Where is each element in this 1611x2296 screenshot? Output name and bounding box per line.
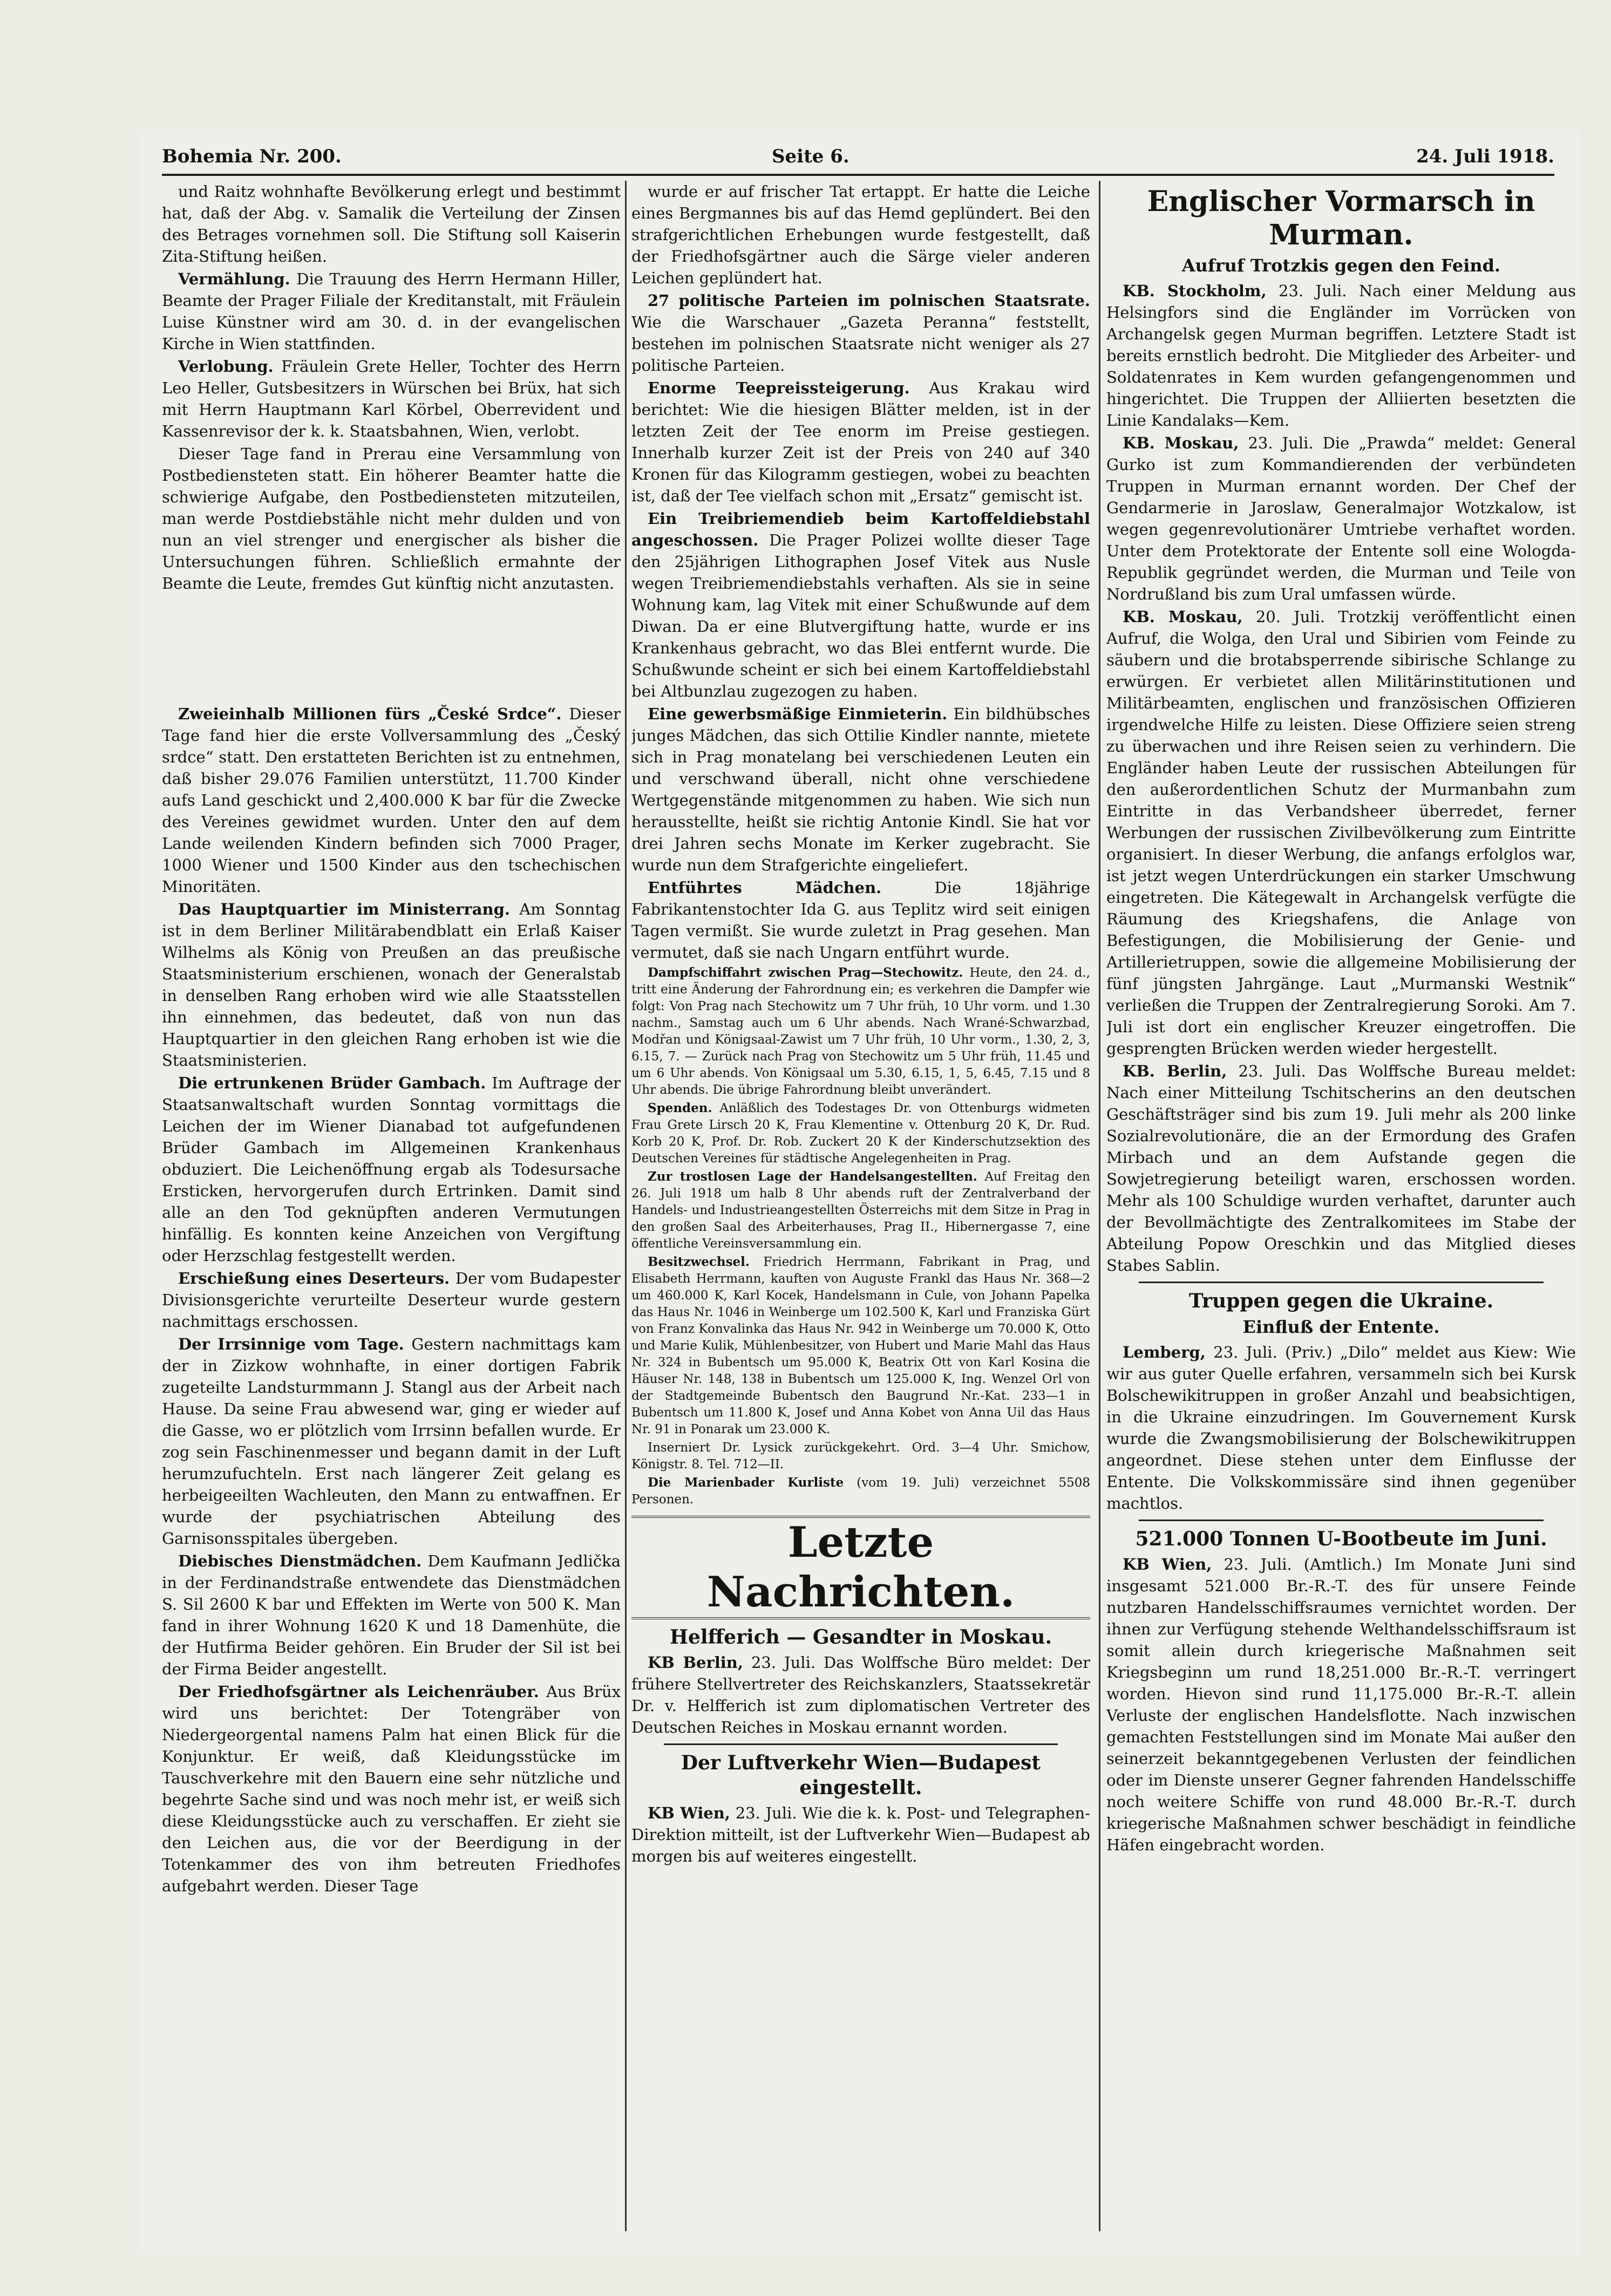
article: Vermählung. Die Trauung des Herrn Hermann Hiller, Beamte der Prager Filiale der Kreditanstalt, mit Fräulein Luise Künstner wird am 30. d. in der evangelischen Kirche in Wien stattfinden. — [162, 270, 621, 353]
article: und Raitz wohnhafte Bevölkerung erlegt und bestimmt hat, daß der Abg. v. Samalik die Verteilung der Zinsen des Betrages vornehmen soll. Die Stiftung soll Kaiserin Zita-Stiftung heißen. — [162, 182, 621, 265]
article: KB. Berlin, 23. Juli. Das Wolffsche Bureau meldet: Nach einer Mitteilung Tschitscherins an den deutschen Geschäftsträger sind bis zum 19. Juli mehr als 200 linke Sozialrevolutionäre, die an der Ermordung des Grafen Mirbach und an dem Aufstande gegen die Sowjetregierung beteiligt waren, erschossen worden. Mehr als 100 Schuldige wurden verhaftet, darunter auch der Bevollmächtigte des Zentralkomitees im Stabe der Abteilung Popow Oreschkin und das Mitglied dieses Stabes Sablin. — [1106, 1062, 1576, 1275]
separator — [1139, 1520, 1544, 1521]
article: KB. Stockholm, 23. Juli. Nach einer Meldung aus Helsingfors sind die Engländer im Vorrücken von Archangelsk gegen Murman begriffen. Letztere Stadt ist bereits ernstlich bedroht. Die Mitglieder des Arbeiter- und Soldatenrates in Kem wurden gefangengenommen und hingerichtet. Die Truppen der Alliierten besetzten die Linie Kandalaks—Kem. — [1106, 282, 1576, 430]
article: Das Hauptquartier im Ministerrang. Am Sonntag ist in dem Berliner Militärabendblatt ein Erlaß Kaiser Wilhelms als König von Preußen an das preußische Staatsministerium erschienen, wonach der Generalstab in denselben Rang erhoben wird wie alle Staatsstellen ihn einnehmen, das bedeutet, daß von nun das Hauptquartier in den gleichen Rang erhoben ist wie die Staatsministerien. — [162, 900, 621, 1069]
small-notices — [631, 964, 1090, 1508]
separator — [1139, 1282, 1544, 1283]
column-3 — [1106, 181, 1576, 2239]
header-page-number: Seite 6. — [772, 146, 849, 167]
article: Ein Treibriemendieb beim Kartoffeldiebstahl angeschossen. Die Prager Polizei wollte dieser Tage den 25jährigen Lithographen Josef Vitek aus Nusle wegen Treibriemendiebstahls verhaften. Als sie in seine Wohnung kam, lag Vitek mit einer Schußwunde auf dem Diwan. Da er eine Blutvergiftung hatte, wurde er ins Krankenhaus gebracht, wo das Blei entfernt wurde. Die Schußwunde scheint er sich bei einem Kartoffeldiebstahl bei Altbunzlau zugezogen zu haben. — [631, 509, 1090, 700]
article: wurde er auf frischer Tat ertappt. Er hatte die Leiche eines Bergmannes bis auf das Hemd geplündert. Bei den strafgerichtlichen Erhebungen wurde festgestellt, daß der Friedhofsgärtner auch die Särge vieler anderen Leichen geplündert hat. — [631, 182, 1090, 287]
notice: Inserniert Dr. Lysick zurückgekehrt. Ord. 3—4 Uhr. Smichow, Königstr. 8. Tel. 712—II. — [631, 1441, 1090, 1471]
article: Der Friedhofsgärtner als Leichenräuber. Aus Brüx wird uns berichtet: Der Totengräber von Niedergeorgental namens Palm hat einen Blick für die Konjunktur. Er weiß, daß Kleidungsstücke im Tauschverkehre mit den Bauern eine sehr nützliche und begehrte Sache sind und was noch mehr ist, er weiß sich diese Kleidungsstücke auch zu verschaffen. Er zieht sie den Leichen aus, die vor der Beerdigung in der Totenkammer des von ihm betreuten Friedhofes aufgebahrt werden. Dieser Tage — [162, 1682, 621, 1895]
column-1 — [162, 181, 621, 2239]
article: KB. Moskau, 20. Juli. Trotzkij veröffentlicht einen Aufruf, die Wolga, den Ural und Sibirien vom Feinde zu säubern und die brotabsperrende sibirische Schlange zu erwürgen. Er verbietet allen Militärinstitutionen und Militärbeamten, englischen und französischen Offizieren irgendwelche Hilfe zu leisten. Diese Offiziere seien streng zu überwachen und ihre Reisen seien zu verhindern. Die Engländer haben Leute der russischen Abteilungen für den außerordentlichen Schutz der Murmanbahn zum Eintritte in das Verbandsheer überredet, ferner Werbungen der russischen Zivilbevölkerung zum Eintritte organisiert. In dieser Werbung, die anfangs erfolglos war, ist jetzt wegen Unterdrückungen ein starker Umschwung eingetreten. Die Kätegewalt in Archangelsk verfügte die Räumung des Kriegshafens, die Anlage von Befestigungen, die Mobilisierung der Genie- und Artillerietruppen, sowie die allgemeine Mobilisierung der fünf jüngsten Jahrgänge. Laut „Murmanski Westnik“ verließen die Truppen der Zentralregierung Soroki. Am 7. Juli ist dort ein englischer Kreuzer eingetroffen. Die gesprengten Brücken werden wieder hergestellt. — [1106, 608, 1576, 1058]
article: KB Wien, 23. Juli. Wie die k. k. Post- und Telegraphen-Direktion mitteilt, ist der Luftverkehr Wien—Budapest ab morgen bis auf weiteres eingestellt. — [631, 1804, 1090, 1865]
article-title: 521.000 Tonnen U-Bootbeute im Juni. — [1135, 1528, 1547, 1550]
header-date: 24. Juli 1918. — [1416, 146, 1554, 167]
article: Lemberg, 23. Juli. (Priv.) „Dilo“ meldet aus Kiew: Wie wir aus guter Quelle erfahren, versammeln sich bei Kursk Bolschewikitruppen in großer Anzahl und beabsichtigen, in die Ukraine einzudringen. Im Gouvernement Kursk wurde die Zwangsmobilisierung der Bolschewikitruppen angeordnet. Diese stehen unter dem Einflusse der Entente. Die Volkskommissäre sind ihnen gegenüber machtlos. — [1106, 1343, 1576, 1513]
article: KB Berlin, 23. Juli. Das Wolffsche Büro meldet: Der frühere Stellvertreter des Reichskanzlers, Staatssekretär Dr. v. Helfferich ist zum diplomatischen Vertreter des Deutschen Reiches in Moskau ernannt worden. — [631, 1653, 1090, 1736]
article: Diebisches Dienstmädchen. Dem Kaufmann Jedlička in der Ferdinandstraße entwendete das Dienstmädchen S. Sil 2600 K bar und Effekten im Werte von 500 K. Man fand in ihrer Wohnung 1620 K und 18 Damenhüte, die der Hutfirma Beider gehören. Ein Bruder der Sil ist bei der Firma Beider angestellt. — [162, 1552, 621, 1678]
separator — [664, 1743, 1058, 1745]
article-title: Truppen gegen die Ukraine. — [1188, 1290, 1494, 1312]
article-title: Der Luftverkehr Wien—Budapest eingestellt. — [681, 1752, 1041, 1799]
notice: Dampfschiffahrt zwischen Prag—Stechowitz. Heute, den 24. d., tritt eine Änderung der Fahrordnung ein; es verkehren die Dampfer wie folgt: Von Prag nach Stechowitz um 7 Uhr früh, 10 Uhr vorm. und 1.30 nachm., Samstag auch um 6 Uhr abends. Nach Wrané-Schwarzbad, Modřan und Königsaal-Zawist um 7 Uhr früh, 10 Uhr vorm., 1.30, 2, 3, 6.15, 7. — Zurück nach Prag von Stechowitz um 5 Uhr früh, 11.45 und um 6 Uhr abends. Von Königsaal um 5.30, 6.15, 1, 5, 6.45, 7.15 und 8 Uhr abends. Die übrige Fahrordnung bleibt unverändert. — [631, 965, 1090, 1097]
latest-news-heading: Letzte Nachrichten. — [631, 1516, 1090, 1619]
article: KB. Moskau, 23. Juli. Die „Prawda“ meldet: General Gurko ist zum Kommandierenden der verbündeten Truppen in Murman ernannt worden. Der Chef der Gendarmerie in Jaroslaw, Generalmajor Wotzkalow, ist wegen gegenrevolutionärer Umtriebe verhaftet worden. Unter dem Protektorate der Entente soll eine Wologda-Republik gegründet werden, die Murman und Teile von Nordrußland bis zum Ural umfassen würde. — [1106, 434, 1576, 603]
header-rule — [162, 174, 1554, 176]
article: Die ertrunkenen Brüder Gambach. Im Auftrage der Staatsanwaltschaft wurden Sonntag vormittags die Leichen der im Wiener Dianabad tot aufgefundenen Brüder Gambach im Allgemeinen Krankenhaus obduziert. Die Leichenöffnung ergab als Todesursache Ersticken, hervorgerufen durch Ertrinken. Damit sind alle an den Tod geknüpften anderen Vermutungen hinfällig. Es konnten keine Anzeichen von Vergiftung oder Herzschlag festgestellt werden. — [162, 1074, 621, 1265]
censored-gap — [162, 595, 621, 703]
article: Enorme Teepreissteigerung. Aus Krakau wird berichtet: Wie die hiesigen Blätter melden, ist in der letzten Zeit der Tee enorm im Preise gestiegen. Innerhalb kurzer Zeit ist der Preis von 240 auf 340 Kronen für das Kilogramm gestiegen, wobei zu beachten ist, daß der Tee vielfach schon mit „Ersatz“ gemischt ist. — [631, 379, 1090, 505]
article: Zweieinhalb Millionen fürs „České Srdce“. Dieser Tage fand hier die erste Vollversammlung des „Český srdce“ statt. Den erstatteten Berichten ist zu entnehmen, daß bisher 29.076 Familien unterstützt, 11.700 Kinder aufs Land geschickt und 2,400.000 K bar für die Zwecke des Vereines gewidmet wurden. Unter den auf dem Lande weilenden Kindern befinden sich 7000 Prager, 1000 Wiener und 1500 Kinder aus den tschechischen Minoritäten. — [162, 705, 621, 896]
article-subtitle: Aufruf Trotzkis gegen den Feind. — [1181, 255, 1501, 276]
notice: Die Marienbader Kurliste (vom 19. Juli) verzeichnet 5508 Personen. — [631, 1475, 1090, 1507]
article: Entführtes Mädchen. Die 18jährige Fabrikantenstochter Ida G. aus Teplitz wird seit einigen Tagen vermißt. Sie wurde zuletzt in Prag gesehen. Man vermutet, daß sie nach Ungarn entführt wurde. — [631, 878, 1090, 962]
notice: Spenden. Anläßlich des Todestages Dr. von Ottenburgs widmeten Frau Grete Lirsch 20 K, Frau Klementine v. Ottenburg 20 K, Dr. Rud. Korb 20 K, Prof. Dr. Rob. Zuckert 20 K der Kinderschutzsektion des Deutschen Vereines für städtische Angelegenheiten in Prag. — [631, 1101, 1090, 1166]
article: Der Irrsinnige vom Tage. Gestern nachmittags kam der in Zizkow wohnhafte, in einer dortigen Fabrik zugeteilte Landsturmmann J. Stangl aus der Arbeit nach Hause. Da seine Frau abwesend war, ging er wieder auf die Gasse, wo er plötzlich vom Irrsinn befallen wurde. Er zog sein Faschinenmesser und begann damit in der Luft herumzufuchteln. Erst nach längerer Zeit gelang es herbeigeeilten Wachleuten, den Mann zu entwaffnen. Er wurde der psychiatrischen Abteilung des Garnisonsspitales übergeben. — [162, 1335, 621, 1548]
column-divider — [625, 181, 627, 2231]
notice: Zur trostlosen Lage der Handelsangestellten. Auf Freitag den 26. Juli 1918 um halb 8 Uhr abends ruft der Zentralverband der Handels- und Industrieangestellten Österreichs mit dem Sitze in Prag in den großen Saal des Arbeiterhauses, Prag II., Hibernergasse 7, eine öffentliche Vereinsversammlung ein. — [631, 1169, 1090, 1251]
article: Erschießung eines Deserteurs. Der vom Budapester Divisionsgerichte verurteilte Deserteur wurde gestern nachmittags erschossen. — [162, 1269, 621, 1331]
article: Eine gewerbsmäßige Einmieterin. Ein bildhübsches junges Mädchen, das sich Ottilie Kindler nannte, mietete sich in Prag monatelang bei verschiedenen Leuten ein und verschwand überall, nicht ohne verschiedene Wertgegenstände mitgenommen zu haben. Wie sich nun herausstellte, heißt sie richtig Antonie Kindl. Sie hat vor drei Jahren sechs Monate im Kerker zugebracht. Sie wurde nun dem Strafgerichte eingeliefert. — [631, 705, 1090, 874]
article: Dieser Tage fand in Prerau eine Versammlung von Postbediensteten statt. Ein höherer Beamter hatte die schwierige Aufgabe, den Postbediensteten mitzuteilen, man werde Postdiebstähle nicht mehr dulden und von nun an viel strenger und energischer als bisher die Untersuchungen führen. Schließlich ermahnte der Beamte die Leute, fremdes Gut künftig nicht anzutasten. — [162, 445, 621, 592]
article-title: Englischer Vormarsch in Murman. — [1147, 185, 1535, 251]
article-subtitle: Einfluß der Entente. — [1242, 1317, 1440, 1337]
column-divider — [1099, 181, 1100, 2231]
article-title: Helfferich — Gesandter in Moskau. — [670, 1626, 1052, 1648]
article: KB Wien, 23. Juli. (Amtlich.) Im Monate Juni sind insgesamt 521.000 Br.-R.-T. des für unsere Feinde nutzbaren Handelsschiffsraumes vernichtet worden. Der ihnen zur Verfügung stehende Welthandelsschiffsraum ist somit allein durch kriegerische Maßnahmen seit Kriegsbeginn um rund 18,251.000 Br.-R.-T. verringert worden. Hievon sind rund 11,175.000 Br.-R.-T. allein Verluste der englischen Handelsflotte. Nach inzwischen gemachten Feststellungen sind im Monate Mai außer den seinerzeit bekanntgegebenen Verlusten der feindlichen oder im Dienste unserer Gegner fahrenden Handelsschiffe noch weitere Schiffe von rund 48.000 Br.-R.-T. durch kriegerische Maßnahmen schwer beschädigt in feindliche Häfen eingebracht worden. — [1106, 1555, 1576, 1854]
page-header — [162, 141, 1554, 174]
article: 27 politische Parteien im polnischen Staatsrate. Wie die Warschauer „Gazeta Peranna“ feststellt, bestehen im polnischen Staatsrate nicht weniger als 27 politische Parteien. — [631, 291, 1090, 374]
article: Verlobung. Fräulein Grete Heller, Tochter des Herrn Leo Heller, Gutsbesitzers in Würschen bei Brüx, hat sich mit Herrn Hauptmann Karl Körbel, Oberrevident und Kassenrevisor der k. k. Staatsbahnen, Wien, verlobt. — [162, 357, 621, 440]
header-issue: Bohemia Nr. 200. — [162, 146, 342, 167]
column-2 — [631, 181, 1090, 2239]
notice: Besitzwechsel. Friedrich Herrmann, Fabrikant in Prag, und Elisabeth Herrmann, kauften von Auguste Frankl das Haus Nr. 368—2 um 460.000 K, Karl Kocek, Handelsmann in Cule, von Johann Papelka das Haus Nr. 1046 in Weinberge um 102.500 K, Karl und Franziska Gürt von Franz Konvalinka das Haus Nr. 942 in Weinberge um 70.000 K, Otto und Marie Kulik, Mühlenbesitzer, von Hubert und Marie Mahl das Haus Nr. 324 in Bubentsch um 95.000 K, Beatrix Ott von Karl Kosina die Häuser Nr. 148, 138 in Bubentsch um 125.000 K, Ing. Wenzel Orl von der Stadtgemeinde Bubentsch den Baugrund Nr.-Kat. 233—1 in Bubentsch um 11.800 K, Josef und Anna Kobet von Anna Uil das Haus Nr. 91 in Ponarak um 23.000 K. — [631, 1255, 1090, 1436]
